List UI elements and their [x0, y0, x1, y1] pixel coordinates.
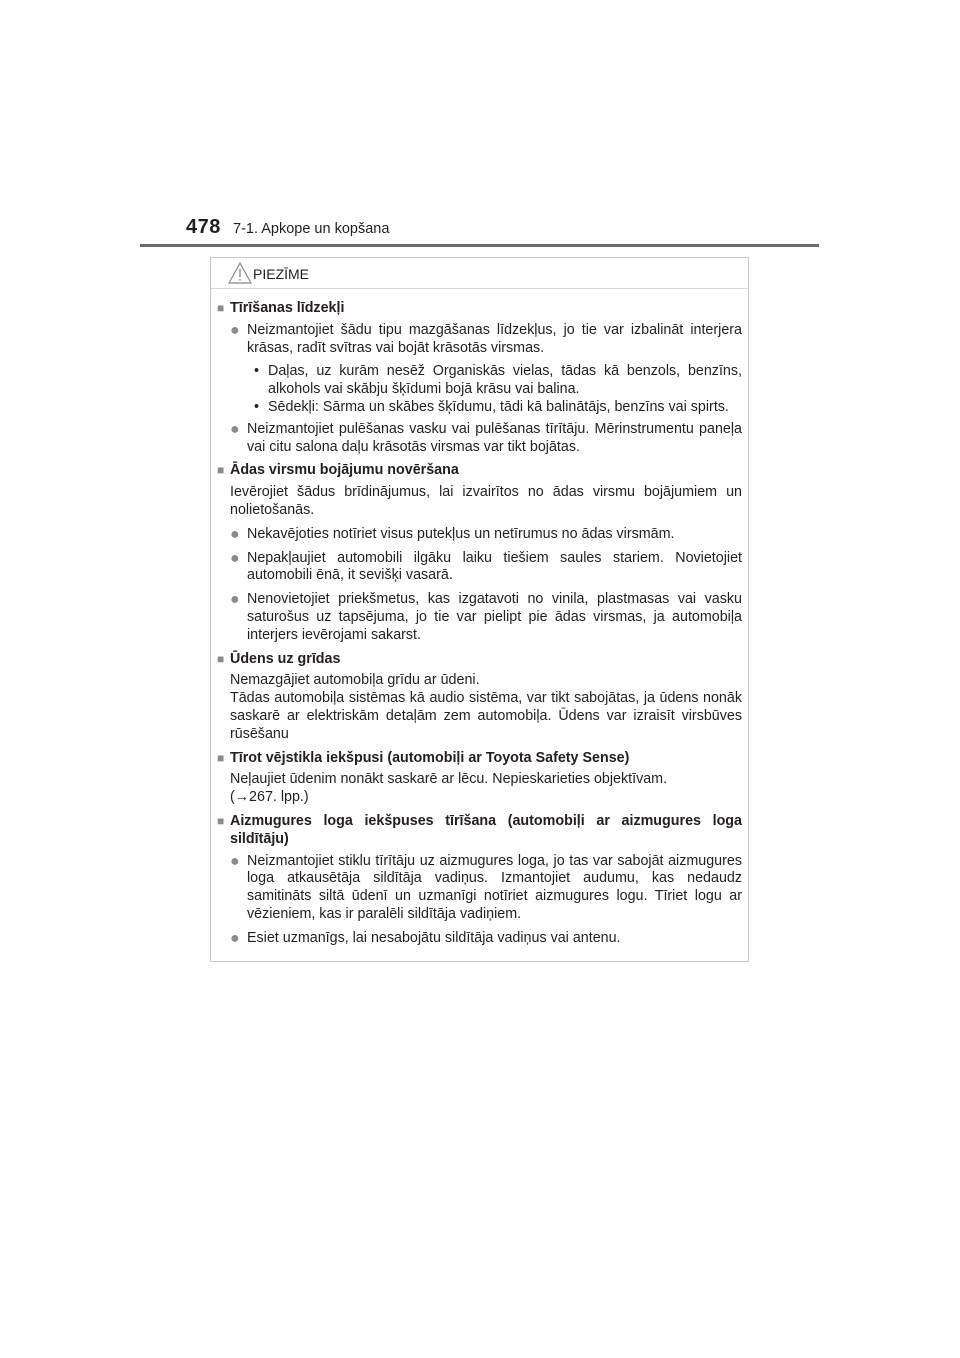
sub-bullet-icon: • — [254, 363, 260, 380]
bullet-icon: ● — [230, 420, 240, 438]
notice-body — [217, 300, 742, 948]
list-item-text: Neizmantojiet šādu tipu mazgāšanas līdzekļus, jo tie var izbalināt interjera krāsas, radīt svītras vai bojāt krāsotās virsmas. — [247, 321, 742, 356]
paragraph: Nemazgājiet automobiļa grīdu ar ūdeni. — [230, 672, 480, 689]
list-item — [230, 322, 742, 358]
list-item — [230, 853, 742, 924]
section-heading — [217, 651, 742, 669]
bullet-icon: ● — [230, 852, 240, 870]
sub-item-text: Sēdekļi: Sārma un skābes šķīdumu, tādi kā balinātājs, benzīns vai spirts. — [268, 398, 729, 415]
list-item — [230, 421, 742, 457]
section-heading — [217, 813, 742, 849]
paragraph: Tādas automobiļa sistēmas kā audio sistēma, var tikt sabojātas, ja ūdens nonāk saskarē ar elektriskām detaļām zem automobiļa. Ūdens var izraisīt virsbūves rūsēšanu — [230, 690, 742, 742]
list-item-text: Nekavējoties notīriet visus putekļus un netīrumus no ādas virsmām. — [247, 525, 675, 542]
sub-item-text: Daļas, uz kurām nesēž Organiskās vielas, tādas kā benzols, benzīns, alkohols vai skābju šķīdumi bojā krāsu vai balina. — [268, 363, 742, 398]
list-item — [230, 550, 742, 586]
bullet-icon: ● — [230, 525, 240, 543]
heading-text: Tīrīšanas līdzekļi — [230, 300, 345, 316]
heading-text: Ādas virsmu bojājumu novēršana — [230, 462, 459, 479]
list-item-text: Nenovietojiet priekšmetus, kas izgatavoti no vinila, plastmasas vai vasku saturošus uz tapsējuma, jo tie var pielipt pie ādas virsmas, ja automobiļa interjers ievērojami sakarst. — [247, 591, 742, 643]
square-bullet-icon: ■ — [217, 301, 225, 315]
list-item — [230, 930, 742, 948]
square-bullet-icon: ■ — [217, 750, 225, 765]
heading-text: Tīrot vējstikla iekšpusi (automobiļi ar Toyota Safety Sense) — [230, 749, 630, 766]
square-bullet-icon: ■ — [217, 463, 225, 478]
page-number: 478 — [186, 216, 221, 238]
section-heading — [217, 462, 742, 480]
heading-text: Ūdens uz grīdas — [230, 650, 341, 667]
sub-list-item — [254, 363, 742, 399]
warning-triangle-icon — [227, 261, 253, 285]
paragraph: Ievērojiet šādus brīdinājumus, lai izvairītos no ādas virsmu bojājumiem un nolietošanās. — [230, 484, 742, 518]
section-title: 7-1. Apkope un kopšana — [233, 221, 390, 237]
notice-header — [211, 258, 748, 289]
list-item-text: Neizmantojiet stiklu tīrītāju uz aizmugures loga, jo tas var sabojāt aizmugures loga atkausētāja sildītāja vadiņus. Izmantojiet audumu, kas nedaudz samitināts siltā ūdenī un uzmanīgi notīriet aizmugures logu. Tīriet logu ar vēzieniem, kas ir paralēli sildītāja vadiņiem. — [247, 852, 742, 922]
section-heading — [217, 300, 742, 318]
square-bullet-icon: ■ — [217, 651, 225, 666]
sub-bullet-icon: • — [254, 398, 260, 415]
heading-text: Aizmugures loga iekšpuses tīrīšana (automobiļi ar aizmugures loga sildītāju) — [230, 812, 742, 847]
list-item-text: Esiet uzmanīgs, lai nesabojātu sildītāja vadiņus vai antenu. — [247, 929, 621, 946]
list-item — [230, 591, 742, 644]
bullet-icon: ● — [230, 321, 240, 339]
sub-list-item — [254, 399, 742, 417]
list-item-text: Neizmantojiet pulēšanas vasku vai pulēšanas tīrītāju. Mērinstrumentu paneļa vai citu salona daļu krāsotās virsmas var tikt bojātas. — [247, 420, 742, 455]
bullet-icon: ● — [230, 591, 240, 609]
list-item-text: Nepakļaujiet automobili ilgāku laiku tiešiem saules stariem. Novietojiet automobili ēnā, it sevišķi vasarā. — [247, 549, 742, 584]
bullet-icon: ● — [230, 549, 240, 567]
section-heading — [217, 750, 742, 768]
square-bullet-icon: ■ — [217, 813, 225, 828]
bullet-icon: ● — [230, 929, 240, 947]
list-item — [230, 526, 742, 544]
paragraph: (→267. lpp.) — [230, 789, 309, 806]
notice-title: PIEZĪME — [253, 266, 310, 282]
notice-box — [210, 257, 749, 962]
header-rule — [140, 244, 819, 247]
paragraph: Neļaujiet ūdenim nonākt saskarē ar lēcu. Nepieskarieties objektīvam. — [230, 771, 668, 788]
